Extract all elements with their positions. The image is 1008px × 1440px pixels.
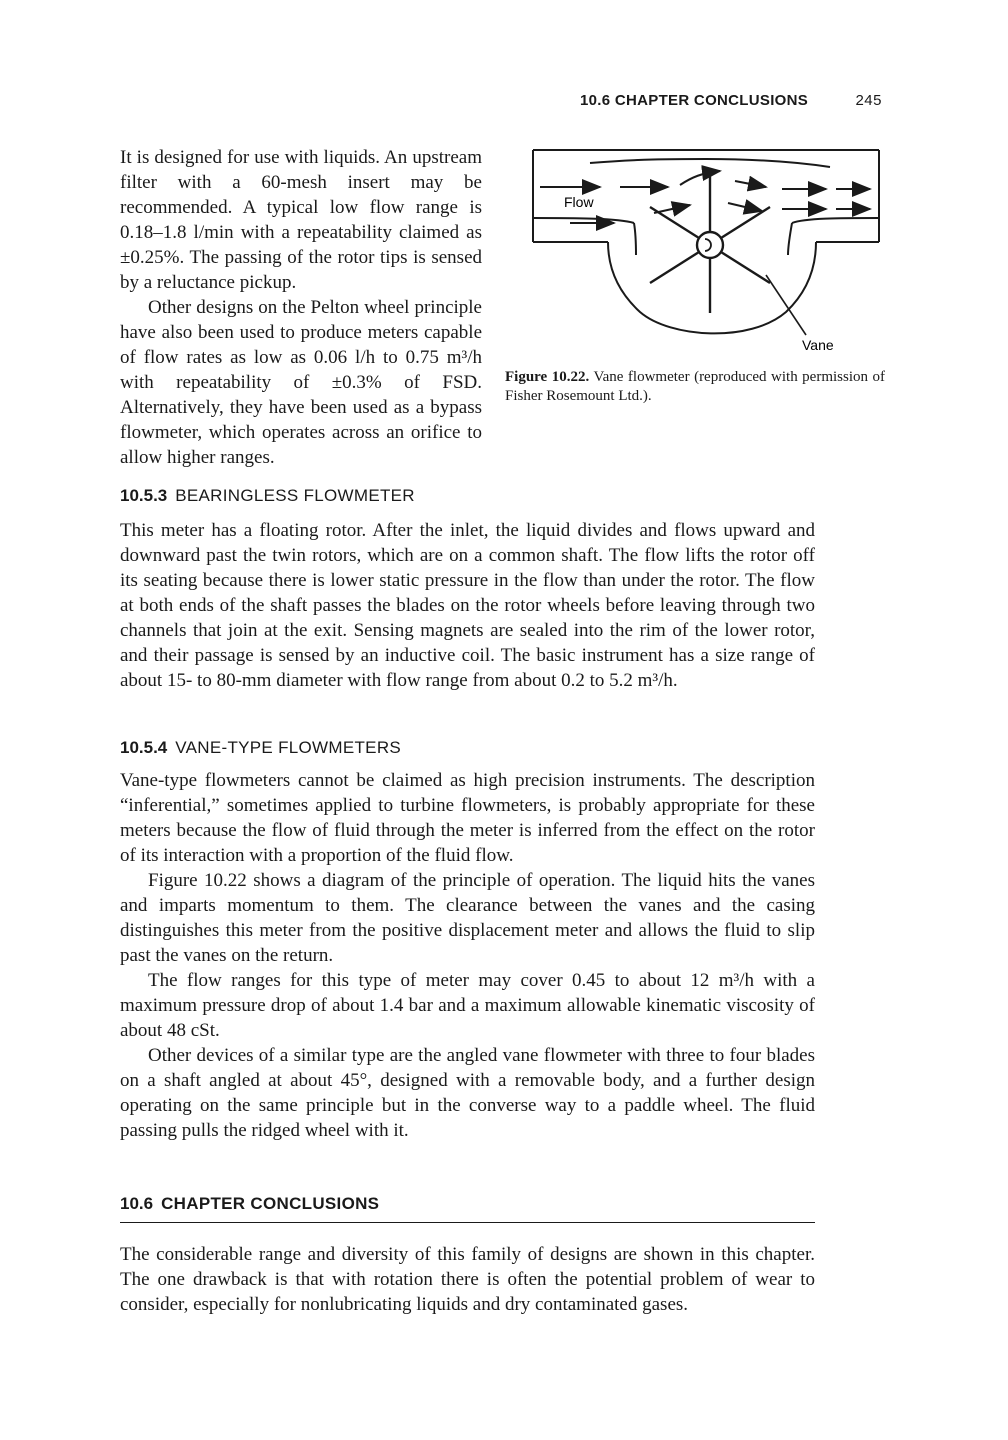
flow-label: Flow (564, 194, 594, 210)
inner-wall-right (792, 218, 879, 223)
intro-column (120, 145, 482, 470)
vane-type-paragraph-2: Figure 10.22 shows a diagram of the principle of operation. The liquid hits the vanes and imparts momentum to them. The clearance between the vanes and the casing distinguishes this meter from the positive displacement meter and allows the fluid to slip past the vanes on the return. (120, 870, 815, 966)
vane-type-paragraph-4: Other devices of a similar type are the angled vane flowmeter with three to four blades on a shaft angled at about 45°, designed with a removable body, and a further design operating on the same principle but in the converse way to a paddle wheel. The fluid passing pulls the ridged wheel with it. (120, 1045, 815, 1141)
rotor-blade (650, 207, 699, 238)
intro-paragraph-2: Other designs on the Pelton wheel principle have also been used to produce meters capable of flow rates as low as 0.06 l/h to 0.75 m³/h with repeatability of ±0.3% of FSD. Alternatively, they have been used as a bypass flowmeter, which operates across an orifice to allow higher ranges. (120, 297, 482, 468)
section-number: 10.6 (120, 1194, 154, 1213)
vane-flowmeter-figure (530, 145, 882, 365)
page-number: 245 (855, 92, 882, 109)
running-head (560, 92, 882, 114)
figure-caption-label: Figure 10.22. (505, 369, 590, 385)
section-title: CHAPTER CONCLUSIONS (161, 1194, 380, 1213)
rotor-blade (721, 252, 770, 283)
running-head-title: 10.6 CHAPTER CONCLUSIONS (580, 92, 809, 109)
section-title: BEARINGLESS FLOWMETER (175, 486, 415, 505)
section-heading-10-6 (120, 1194, 379, 1214)
section-heading-10-5-3 (120, 486, 415, 506)
rotor-blade (721, 207, 770, 238)
vane-type-body (120, 768, 815, 1143)
intro-paragraph-1: It is designed for use with liquids. An upstream filter with a 60-mesh insert may be recommended. A typical low flow range is 0.18–1.8 l/min with a repeatability claimed as ±0.25%. The passing of the rotor tips is sensed by a reluctance pickup. (120, 147, 482, 293)
rotor-blade (650, 252, 699, 283)
bearingless-paragraph-1: This meter has a floating rotor. After the inlet, the liquid divides and flows upward and downward past the twin rotors, which are on a common shaft. The flow lifts the rotor off its seating because there is lower static pressure in the flow than under the rotor. The flow at both ends of the shaft passes the blades on the rotor wheels before leaving through two channels that join at the exit. Sensing magnets are sealed into the rim of the lower rotor, and their passage is sensed by an inductive coil. The basic instrument has a size range of about 15- to 80-mm diameter with flow range from about 0.2 to 5.2 m³/h. (120, 520, 815, 691)
section-number: 10.5.3 (120, 486, 168, 505)
figure-caption-text: Vane flowmeter (reproduced with permission of Fisher Rosemount Ltd.). (505, 369, 886, 404)
vane-type-paragraph-3: The flow ranges for this type of meter may cover 0.45 to about 12 m³/h with a maximum pressure drop of about 1.4 bar and a maximum allowable kinematic viscosity of about 48 cSt. (120, 970, 815, 1041)
vane-leader-line (766, 275, 806, 335)
section-number: 10.5.4 (120, 738, 168, 757)
rotor-hub (697, 232, 723, 258)
section-heading-10-5-4 (120, 738, 401, 758)
conclusions-paragraph-1: The considerable range and diversity of this family of designs are shown in this chapter. The one drawback is that with rotation there is often the potential problem of wear to consider, especially for nonlubricating liquids and dry contaminated gases. (120, 1244, 815, 1315)
figure-caption (505, 368, 885, 406)
vane-flowmeter-diagram (530, 145, 882, 365)
vane-type-paragraph-1: Vane-type flowmeters cannot be claimed as high precision instruments. The description “inferential,” sometimes applied to turbine flowmeters, is probably appropriate for these meters because the flow of fluid through the meter is inferred from the effect on the rotor of its interaction with a proportion of the fluid flow. (120, 770, 815, 866)
vane-label: Vane (802, 337, 834, 353)
section-rule (120, 1222, 815, 1223)
section-title: VANE-TYPE FLOWMETERS (175, 738, 402, 757)
